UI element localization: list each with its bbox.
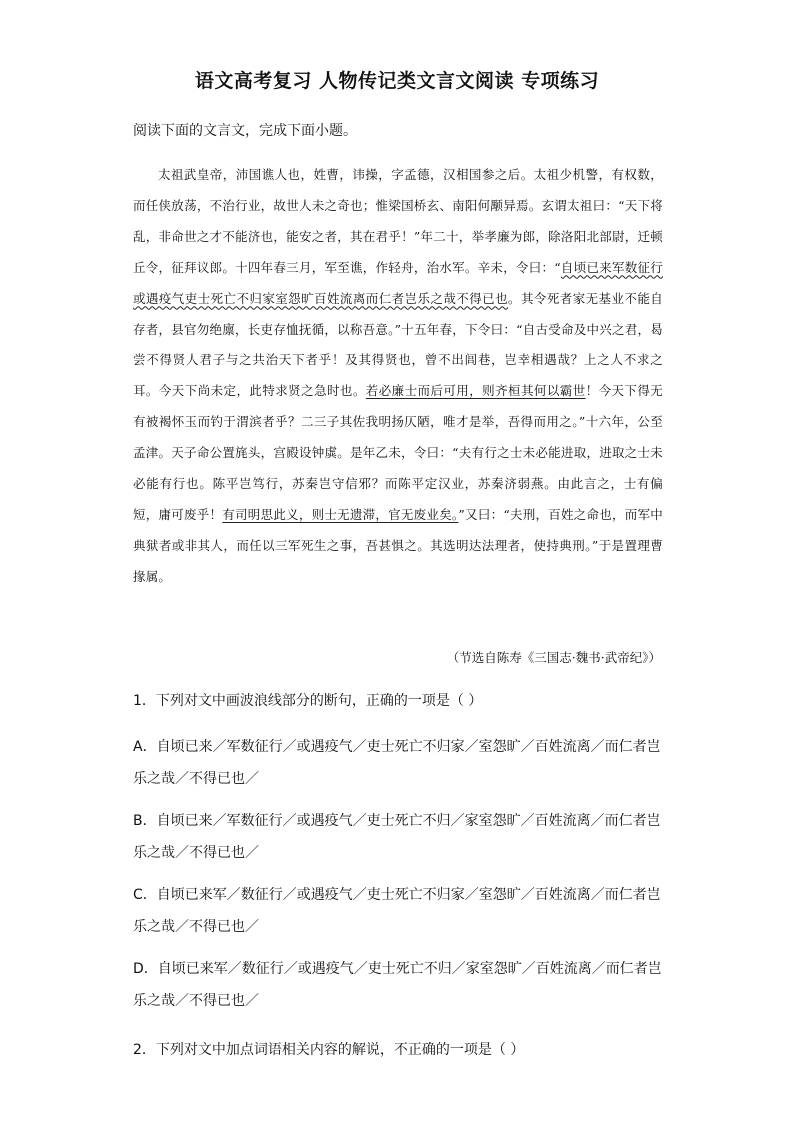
question-1: 1．下列对文中画波浪线部分的断句，正确的一项是（ ） (133, 693, 483, 709)
classical-passage (133, 160, 663, 593)
option-b: B．自顷已来／军数征行／或遇疫气／吏士死亡不归／家室怨旷／百姓流离／而仁者岂乐之哉／不得已也／ (133, 813, 661, 861)
option-a: A．自顷已来／军数征行／或遇疫气／吏士死亡不归家／室怨旷／百姓流离／而仁者岂乐之哉／不得已也／ (133, 739, 661, 787)
document-title: 语文高考复习 人物传记类文言文阅读 专项练习 (194, 70, 600, 92)
reading-instruction: 阅读下面的文言文，完成下面小题。 (133, 123, 357, 139)
underlined-sentence-2: 有司明思此义，则士无遗滞，官无废业矣。 (222, 506, 459, 522)
option-d: D．自顷已来军／数征行／或遇疫气／吏士死亡不归／家室怨旷／百姓流离／而仁者岂乐之哉／不得已也／ (133, 961, 662, 1009)
passage-text-2: 。其令死者家无基业不能自存者，县官勿绝廪，长吏存恤抚循，以称吾意。”十五年春，下令曰：“自古受命及中兴之君，曷尝不得贤人君子与之共治天下者乎！及其得贤也，曾不出闾巷，岂幸相遇哉？上之人不求之耳。今天下尚未定，此特求贤之急时也。 (133, 290, 663, 399)
passage-text-3: ！今天下得无有被褐怀玉而钓于渭滨者乎？二三子其佐我明扬仄陋，唯才是举，吾得而用之。”十六年，公至孟津。天子命公置旄头，宫殿设钟虡。是年乙未，令曰：“夫有行之士未必能进取，进取之士未必能有行也。陈平岂笃行，苏秦岂守信邪？而陈平定汉业，苏秦济弱燕。由此言之，士有偏短，庸可废乎！ (133, 383, 664, 522)
question-2: 2．下列对文中加点词语相关内容的解说，不正确的一项是（ ） (133, 1042, 525, 1058)
wavy-underlined-text: 自顷已来军数征行或遇疫气吏士死亡不归家室怨旷百姓流离而仁者岂乐之哉不得已也 (133, 259, 663, 306)
underlined-sentence-1: 若必廉士而后可用，则齐桓其何以霸世 (365, 383, 586, 399)
passage-text-1: 太祖武皇帝，沛国谯人也，姓曹，讳操，字孟德，汉相国参之后。太祖少机警，有权数，而任侠放荡，不治行业，故世人未之奇也；惟梁国桥玄、南阳何颙异焉。玄谓太祖曰：“天下将乱，非命世之才不能济也，能安之者，其在君乎！”年二十，举孝廉为郎，除洛阳北部尉，迁顿丘令，征拜议郎。十四年春三月，军至谯，作轻舟，治水军。辛未，令曰：“ (133, 167, 663, 275)
source-citation: （节选自陈寿《三国志·魏书·武帝纪》） (446, 650, 661, 665)
option-c: C．自顷已来军／数征行／或遇疫气／吏士死亡不归家／室怨旷／百姓流离／而仁者岂乐之哉／不得已也／ (133, 887, 661, 935)
passage-text-4: ”又曰：“夫刑，百姓之命也，而军中典狱者或非其人，而任以三军死生之事，吾甚惧之。其选明达法理者，使持典刑。”于是置理曹掾属。 (133, 506, 663, 584)
